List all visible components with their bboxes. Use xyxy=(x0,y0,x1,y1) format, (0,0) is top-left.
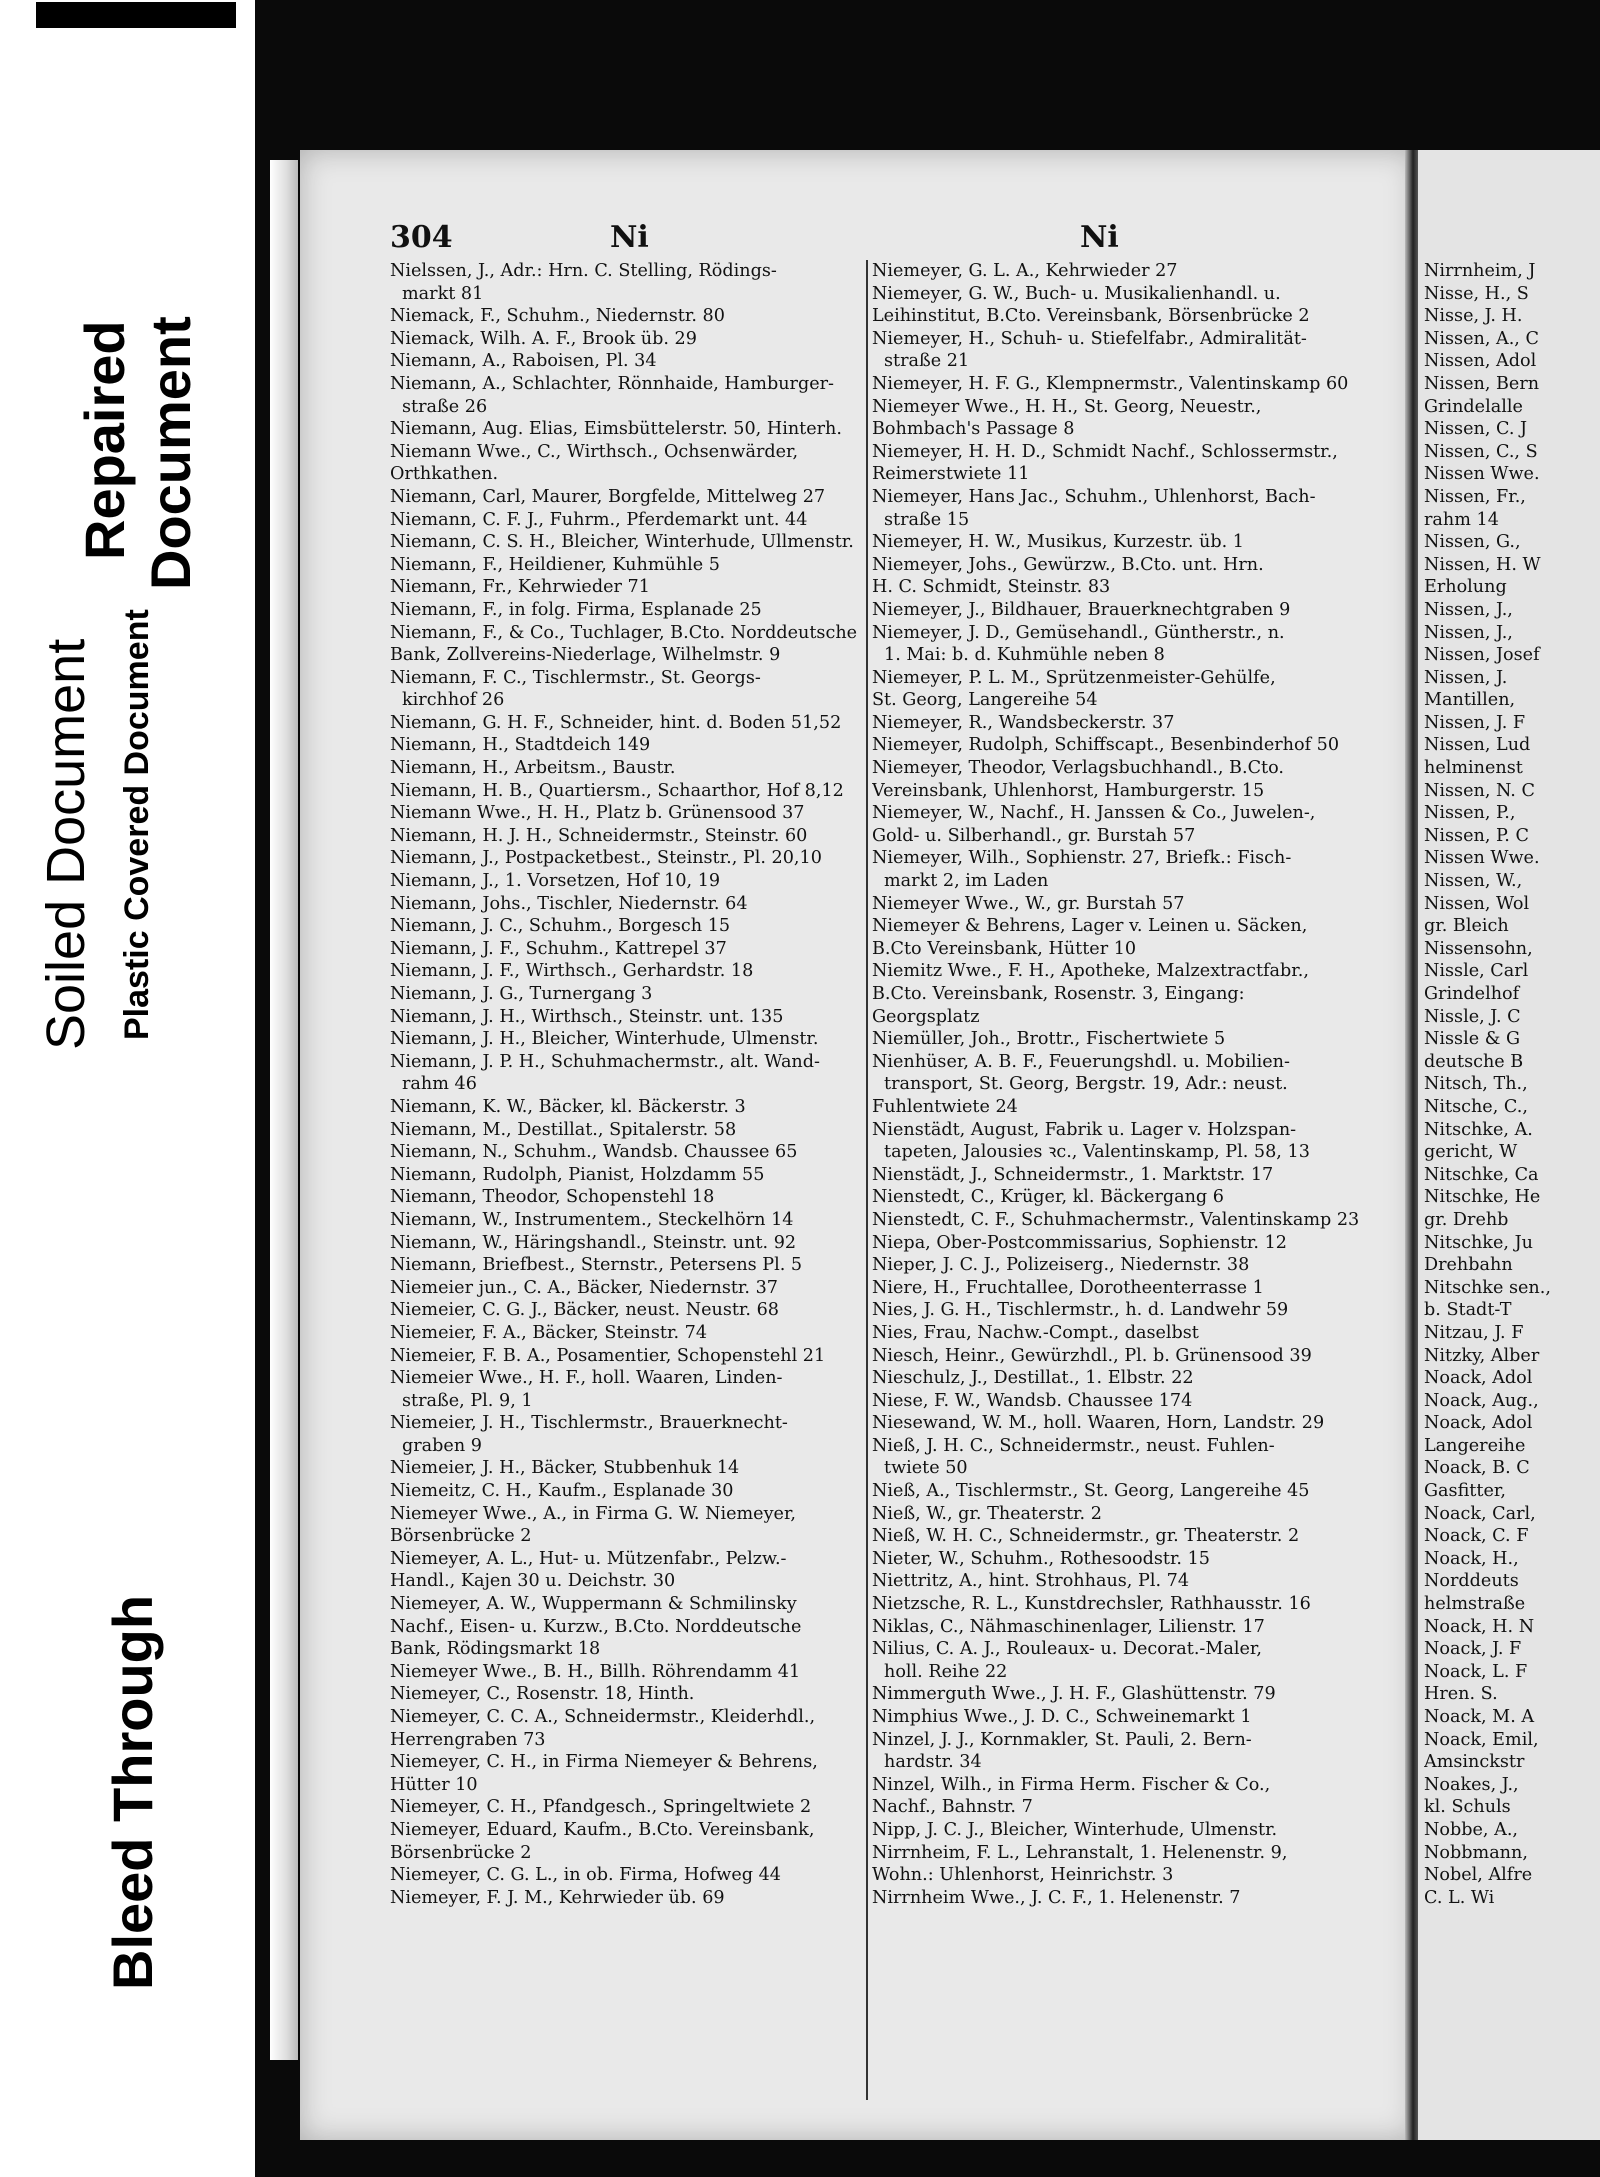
directory-line: Niemeyer, P. L. M., Sprützenmeister-Gehülfe, xyxy=(872,667,1276,688)
directory-line: b. Stadt-T xyxy=(1424,1300,1512,1321)
directory-line: deutsche B xyxy=(1424,1051,1524,1072)
directory-line: Niepa, Ober-Postcommissarius, Sophienstr. 12 xyxy=(872,1232,1287,1253)
directory-line: Erholung xyxy=(1424,577,1507,598)
directory-line: straße 26 xyxy=(402,396,488,417)
directory-line: Nissensohn, xyxy=(1424,938,1533,959)
directory-line: twiete 50 xyxy=(884,1458,968,1479)
directory-line: Nieter, W., Schuhm., Rothesoodstr. 15 xyxy=(872,1548,1210,1569)
directory-line: Niemeier, C. G. J., Bäcker, neust. Neustr. 68 xyxy=(390,1300,779,1321)
directory-line: Noack, L. F xyxy=(1424,1661,1528,1682)
directory-line: Niettritz, A., hint. Strohhaus, Pl. 74 xyxy=(872,1571,1190,1592)
directory-line: straße 21 xyxy=(884,351,970,372)
directory-line: Niemann, G. H. F., Schneider, hint. d. Boden 51,52 xyxy=(390,712,842,733)
directory-line: Noack, Aug., xyxy=(1424,1390,1539,1411)
page-number: 304 xyxy=(390,220,453,255)
directory-line: Nissen Wwe. xyxy=(1424,464,1540,485)
directory-line: Nissle, Carl xyxy=(1424,961,1529,982)
directory-line: Nitzau, J. F xyxy=(1424,1322,1524,1343)
directory-line: Niemeier, J. H., Bäcker, Stubbenhuk 14 xyxy=(390,1458,740,1479)
directory-line: Niemann, Johs., Tischler, Niedernstr. 64 xyxy=(390,893,748,914)
directory-line: markt 81 xyxy=(402,283,484,304)
directory-line: Niemann Wwe., H. H., Platz b. Grünensood 37 xyxy=(390,803,805,824)
directory-line: Niemann, J. F., Wirthsch., Gerhardstr. 18 xyxy=(390,961,754,982)
directory-line: Niemann, A., Schlachter, Rönnhaide, Hamburger- xyxy=(390,373,834,394)
directory-line: gr. Drehb xyxy=(1424,1209,1509,1230)
directory-line: Niklas, C., Nähmaschinenlager, Lilienstr. 17 xyxy=(872,1616,1265,1637)
directory-line: B.Cto. Vereinsbank, Rosenstr. 3, Eingang: xyxy=(872,984,1245,1004)
directory-line: Nissen, Josef xyxy=(1424,645,1540,666)
directory-line: Noack, C. F xyxy=(1424,1526,1529,1547)
directory-line: Nieschulz, J., Destillat., 1. Elbstr. 22 xyxy=(872,1368,1194,1389)
plastic-covered-label: Plastic Covered Document xyxy=(118,609,156,1040)
directory-line: Nissen, A., C xyxy=(1424,328,1539,349)
directory-line: Niemeyer & Behrens, Lager v. Leinen u. Säcken, xyxy=(872,916,1308,937)
directory-line: Niemann, J. G., Turnergang 3 xyxy=(390,984,653,1004)
label-strip xyxy=(0,0,255,2177)
directory-line: Nilius, C. A. J., Rouleaux- u. Decorat.-Maler, xyxy=(872,1639,1262,1660)
directory-line: Gasfitter, xyxy=(1424,1481,1506,1502)
directory-line: Nienstedt, C. F., Schuhmachermstr., Valentinskamp 23 xyxy=(872,1209,1360,1230)
directory-line: Niemeier, F. A., Bäcker, Steinstr. 74 xyxy=(390,1322,708,1343)
directory-line: Nitsch, Th., xyxy=(1424,1074,1528,1095)
directory-line: Nachf., Bahnstr. 7 xyxy=(872,1797,1033,1818)
directory-page xyxy=(300,150,1415,2140)
directory-line: Niemann, J. C., Schuhm., Borgesch 15 xyxy=(390,916,731,937)
directory-line: St. Georg, Langereihe 54 xyxy=(872,690,1098,711)
directory-line: Niemeyer, C., Rosenstr. 18, Hinth. xyxy=(390,1684,695,1705)
directory-line: Niemann, H. B., Quartiersm., Schaarthor, Hof 8,12 xyxy=(390,780,844,801)
repaired-label: Repaired xyxy=(73,320,136,560)
directory-line: Vereinsbank, Uhlenhorst, Hamburgerstr. 15 xyxy=(872,780,1265,801)
directory-line: Nieper, J. C. J., Polizeiserg., Niedernstr. 38 xyxy=(872,1255,1250,1276)
directory-line: Niemeyer, A. L., Hut- u. Mützenfabr., Pelzw.- xyxy=(390,1548,787,1569)
directory-line: Niemann, F. C., Tischlermstr., St. Georgs- xyxy=(390,667,761,688)
directory-line: Nissen, H. W xyxy=(1424,554,1541,575)
directory-line: Niemeier, J. H., Tischlermstr., Brauerknecht- xyxy=(390,1413,788,1434)
directory-line: Niemann, Theodor, Schopenstehl 18 xyxy=(390,1187,715,1208)
column-divider xyxy=(866,260,868,2100)
directory-line: markt 2, im Laden xyxy=(884,871,1049,892)
directory-line: Nimmerguth Wwe., J. H. F., Glashüttenstr. 79 xyxy=(872,1684,1276,1705)
directory-line: Niemeyer, A. W., Wuppermann & Schmilinsky xyxy=(390,1594,797,1615)
directory-line: helminenst xyxy=(1424,758,1523,779)
directory-line: Niemann, W., Instrumentem., Steckelhörn 14 xyxy=(390,1209,794,1230)
directory-line: Amsinckstr xyxy=(1424,1752,1525,1773)
directory-line: Nitschke sen., xyxy=(1424,1277,1551,1298)
book-spine xyxy=(270,160,298,2060)
directory-line: Niemeyer Wwe., H. H., St. Georg, Neuestr., xyxy=(872,396,1262,417)
directory-line: 1. Mai: b. d. Kuhmühle neben 8 xyxy=(884,645,1165,666)
directory-line: gr. Bleich xyxy=(1424,916,1509,937)
directory-line: Nissen, J. F xyxy=(1424,712,1526,733)
directory-line: Niesch, Heinr., Gewürzhdl., Pl. b. Grünensood 39 xyxy=(872,1345,1312,1366)
directory-line: Handl., Kajen 30 u. Deichstr. 30 xyxy=(390,1571,676,1592)
directory-line: Niemeyer, Theodor, Verlagsbuchhandl., B.Cto. xyxy=(872,758,1284,779)
directory-line: Niemann, J., Postpacketbest., Steinstr., Pl. 20,10 xyxy=(390,848,822,869)
bleed-through-label: Bleed Through xyxy=(101,1594,164,1990)
directory-line: Nienstädt, J., Schneidermstr., 1. Marktstr. 17 xyxy=(872,1164,1274,1185)
directory-line: Noack, Adol xyxy=(1424,1413,1533,1434)
directory-line: Nissen, P., xyxy=(1424,803,1516,824)
directory-line: Nienhüser, A. B. F., Feuerungshdl. u. Mobilien- xyxy=(872,1051,1290,1072)
directory-line: Nisse, H., S xyxy=(1424,283,1529,304)
directory-line: Nachf., Eisen- u. Kurzw., B.Cto. Norddeutsche xyxy=(390,1616,802,1637)
directory-line: Ninzel, J. J., Kornmakler, St. Pauli, 2. Bern- xyxy=(872,1729,1252,1750)
directory-line: Nissle & G xyxy=(1424,1029,1521,1050)
directory-line: Nissen, C., S xyxy=(1424,441,1538,462)
directory-line: rahm 46 xyxy=(402,1074,477,1095)
directory-line: Nissen, J. xyxy=(1424,667,1508,688)
directory-line: Bank, Zollvereins-Niederlage, Wilhelmstr. 9 xyxy=(390,645,781,666)
directory-line: Nissen, Adol xyxy=(1424,351,1537,372)
directory-line: Nissen, P. C xyxy=(1424,825,1529,846)
directory-line: Niemeyer, Johs., Gewürzw., B.Cto. unt. Hrn. xyxy=(872,554,1264,575)
directory-line: Niemann, F., Heildiener, Kuhmühle 5 xyxy=(390,554,721,575)
directory-line: Nissen, J., xyxy=(1424,599,1513,620)
directory-line: Nobbe, A., xyxy=(1424,1819,1518,1840)
directory-line: Niemeyer Wwe., A., in Firma G. W. Niemeyer, xyxy=(390,1503,797,1524)
directory-line: tapeten, Jalousies ꝛc., Valentinskamp, Pl. 58, 13 xyxy=(884,1142,1310,1163)
directory-line: Georgsplatz xyxy=(872,1006,980,1027)
directory-line: Niemann, Briefbest., Sternstr., Petersens Pl. 5 xyxy=(390,1255,803,1276)
directory-line: Niemack, Wilh. A. F., Brook üb. 29 xyxy=(390,328,697,349)
black-tab xyxy=(36,2,236,28)
directory-line: Nissen, Lud xyxy=(1424,735,1531,756)
column-1 xyxy=(390,260,920,1909)
directory-line: Norddeuts xyxy=(1424,1571,1519,1592)
directory-line: Niemann, H. J. H., Schneidermstr., Steinstr. 60 xyxy=(390,825,808,846)
directory-line: Niemann, C. S. H., Bleicher, Winterhude, Ullmenstr. xyxy=(390,532,854,553)
directory-line: straße 15 xyxy=(884,509,970,530)
directory-line: Niemann, J. H., Bleicher, Winterhude, Ulmenstr. xyxy=(390,1029,819,1050)
directory-line: Niemann, C. F. J., Fuhrm., Pferdemarkt unt. 44 xyxy=(390,509,808,530)
directory-line: Noack, H., xyxy=(1424,1548,1519,1569)
directory-line: Niemeyer, Hans Jac., Schuhm., Uhlenhorst, Bach- xyxy=(872,486,1316,507)
directory-line: Niemeyer, C. G. L., in ob. Firma, Hofweg 44 xyxy=(390,1865,781,1886)
directory-line: Niemann, F., & Co., Tuchlager, B.Cto. Norddeutsche xyxy=(390,622,858,643)
directory-line: Niemüller, Joh., Brottr., Fischertwiete 5 xyxy=(872,1029,1226,1050)
next-page-edge xyxy=(1418,150,1600,2140)
directory-line: Noack, Adol xyxy=(1424,1368,1533,1389)
directory-line: Nitschke, Ca xyxy=(1424,1164,1539,1185)
directory-line: Niemeyer, H. H. D., Schmidt Nachf., Schlossermstr., xyxy=(872,441,1338,462)
directory-line: Niesewand, W. M., holl. Waaren, Horn, Landstr. 29 xyxy=(872,1413,1325,1434)
directory-line: Niemeyer, J., Bildhauer, Brauerknechtgraben 9 xyxy=(872,599,1291,620)
document-label: Document xyxy=(139,316,202,590)
directory-line: B.Cto Vereinsbank, Hütter 10 xyxy=(872,938,1137,959)
directory-line: Ninzel, Wilh., in Firma Herm. Fischer & Co., xyxy=(872,1774,1271,1795)
directory-line: Noack, H. N xyxy=(1424,1616,1535,1637)
directory-line: helmstraße xyxy=(1424,1594,1526,1615)
directory-line: Noack, J. F xyxy=(1424,1639,1522,1660)
directory-line: Niemann, N., Schuhm., Wandsb. Chaussee 65 xyxy=(390,1142,798,1163)
directory-line: Nieß, J. H. C., Schneidermstr., neust. Fuhlen- xyxy=(872,1435,1275,1456)
header-left: Ni xyxy=(610,220,649,255)
directory-line: Niemeyer, G. W., Buch- u. Musikalienhandl. u. xyxy=(872,283,1281,304)
directory-line: Nobel, Alfre xyxy=(1424,1865,1533,1886)
directory-line: Noack, M. A xyxy=(1424,1707,1535,1727)
directory-line: Niemeier, F. B. A., Posamentier, Schopenstehl 21 xyxy=(390,1345,826,1366)
directory-line: Niemann, F., in folg. Firma, Esplanade 25 xyxy=(390,599,762,620)
directory-line: holl. Reihe 22 xyxy=(884,1661,1008,1682)
directory-line: Nirrnheim, J xyxy=(1424,261,1536,281)
directory-line: Noack, Carl, xyxy=(1424,1503,1536,1524)
directory-line: Nitschke, Ju xyxy=(1424,1232,1533,1253)
directory-line: Wohn.: Uhlenhorst, Heinrichstr. 3 xyxy=(872,1865,1174,1886)
directory-line: Niemann, Aug. Elias, Eimsbüttelerstr. 50, Hinterh. xyxy=(390,419,842,440)
directory-line: Bohmbach's Passage 8 xyxy=(872,419,1075,440)
directory-line: Niemann, J. P. H., Schuhmachermstr., alt. Wand- xyxy=(390,1051,820,1072)
directory-line: Niemeier Wwe., H. F., holl. Waaren, Linden- xyxy=(390,1368,783,1389)
directory-line: Niere, H., Fruchtallee, Dorotheenterrasse 1 xyxy=(872,1277,1264,1298)
directory-line: Niemeyer, W., Nachf., H. Janssen & Co., Juwelen-, xyxy=(872,803,1316,824)
directory-line: Nissen, Wol xyxy=(1424,893,1530,914)
directory-line: Nitschke, A. xyxy=(1424,1119,1533,1140)
directory-line: gericht, W xyxy=(1424,1142,1518,1163)
directory-line: Niemeyer, C. H., in Firma Niemeyer & Behrens, xyxy=(390,1752,818,1773)
directory-line: Nissen, J., xyxy=(1424,622,1513,643)
directory-line: Nienstädt, August, Fabrik u. Lager v. Holzspan- xyxy=(872,1119,1297,1140)
column-2 xyxy=(872,260,1402,1909)
directory-line: Drehbahn xyxy=(1424,1255,1513,1276)
directory-line: Niemann, M., Destillat., Spitalerstr. 58 xyxy=(390,1119,737,1140)
directory-line: Nirrnheim Wwe., J. C. F., 1. Helenenstr. 7 xyxy=(872,1887,1241,1908)
directory-line: Niemeyer, C. H., Pfandgesch., Springeltwiete 2 xyxy=(390,1797,812,1818)
directory-line: Nirrnheim, F. L., Lehranstalt, 1. Helenenstr. 9, xyxy=(872,1842,1288,1863)
directory-line: Grindelhof xyxy=(1424,984,1520,1004)
directory-line: kl. Schuls xyxy=(1424,1797,1511,1818)
directory-line: Nissen Wwe. xyxy=(1424,848,1540,869)
directory-line: Nisse, J. H. xyxy=(1424,306,1523,327)
directory-line: Nissen, N. C xyxy=(1424,780,1535,801)
directory-line: graben 9 xyxy=(402,1435,482,1456)
directory-line: Nielssen, J., Adr.: Hrn. C. Stelling, Rödings- xyxy=(390,261,777,281)
directory-line: H. C. Schmidt, Steinstr. 83 xyxy=(872,577,1111,598)
column-3 xyxy=(1424,260,1600,1909)
directory-line: Niemeyer, R., Wandsbeckerstr. 37 xyxy=(872,712,1175,733)
directory-line: Niemeyer, G. L. A., Kehrwieder 27 xyxy=(872,261,1178,281)
directory-line: Nissen, G., xyxy=(1424,532,1521,553)
directory-line: Niemann, K. W., Bäcker, kl. Bäckerstr. 3 xyxy=(390,1096,746,1117)
directory-line: Niemann, H., Arbeitsm., Baustr. xyxy=(390,758,676,779)
directory-line: Nobbmann, xyxy=(1424,1842,1528,1863)
directory-line: Niemeyer Wwe., W., gr. Burstah 57 xyxy=(872,893,1185,914)
directory-line: Noack, B. C xyxy=(1424,1458,1530,1479)
directory-line: Leihinstitut, B.Cto. Vereinsbank, Börsenbrücke 2 xyxy=(872,306,1310,327)
directory-line: Nipp, J. C. J., Bleicher, Winterhude, Ulmenstr. xyxy=(872,1819,1278,1840)
directory-line: Nissen, Bern xyxy=(1424,373,1540,394)
directory-line: Niemann, Carl, Maurer, Borgfelde, Mittelweg 27 xyxy=(390,486,826,507)
directory-line: Niemeyer, J. D., Gemüsehandl., Güntherstr., n. xyxy=(872,622,1285,643)
directory-line: Nies, J. G. H., Tischlermstr., h. d. Landwehr 59 xyxy=(872,1300,1289,1321)
directory-line: Niemann, J. F., Schuhm., Kattrepel 37 xyxy=(390,938,727,959)
directory-line: Niemann, J., 1. Vorsetzen, Hof 10, 19 xyxy=(390,871,721,892)
directory-line: Niemeitz, C. H., Kaufm., Esplanade 30 xyxy=(390,1481,734,1502)
directory-line: Nieß, W., gr. Theaterstr. 2 xyxy=(872,1503,1102,1524)
directory-line: Herrengraben 73 xyxy=(390,1729,546,1750)
directory-line: Nissle, J. C xyxy=(1424,1006,1521,1027)
directory-line: Nissen, W., xyxy=(1424,871,1523,892)
directory-line: Nitsche, C., xyxy=(1424,1096,1528,1117)
directory-line: Niemeier jun., C. A., Bäcker, Niedernstr. 37 xyxy=(390,1277,778,1298)
directory-line: Fuhlentwiete 24 xyxy=(872,1096,1018,1117)
directory-line: Niemann, J. H., Wirthsch., Steinstr. unt. 135 xyxy=(390,1006,784,1027)
directory-line: Niemitz Wwe., F. H., Apotheke, Malzextractfabr., xyxy=(872,961,1309,982)
directory-line: C. L. Wi xyxy=(1424,1887,1495,1908)
directory-line: Nitzky, Alber xyxy=(1424,1345,1540,1366)
directory-line: Niemeyer, H. W., Musikus, Kurzestr. üb. 1 xyxy=(872,532,1244,553)
directory-line: Noakes, J., xyxy=(1424,1774,1519,1795)
directory-line: Niemann, Rudolph, Pianist, Holzdamm 55 xyxy=(390,1164,765,1185)
directory-line: Langereihe xyxy=(1424,1435,1526,1456)
directory-line: Niemack, F., Schuhm., Niedernstr. 80 xyxy=(390,306,725,327)
directory-line: Bank, Rödingsmarkt 18 xyxy=(390,1639,601,1660)
directory-line: Mantillen, xyxy=(1424,690,1516,711)
directory-line: Niemann Wwe., C., Wirthsch., Ochsenwärder, xyxy=(390,441,799,462)
directory-line: Niemeyer, Eduard, Kaufm., B.Cto. Vereinsbank, xyxy=(390,1819,815,1840)
directory-line: transport, St. Georg, Bergstr. 19, Adr.: neust. xyxy=(884,1074,1288,1095)
directory-line: Nissen, Fr., xyxy=(1424,486,1526,507)
directory-line: Nissen, C. J xyxy=(1424,419,1528,440)
directory-line: Gold- u. Silberhandl., gr. Burstah 57 xyxy=(872,825,1196,846)
directory-line: Nieß, W. H. C., Schneidermstr., gr. Theaterstr. 2 xyxy=(872,1526,1300,1547)
directory-line: Nietzsche, R. L., Kunstdrechsler, Rathhausstr. 16 xyxy=(872,1594,1311,1615)
directory-line: kirchhof 26 xyxy=(402,690,505,711)
directory-line: Niemann, A., Raboisen, Pl. 34 xyxy=(390,351,657,372)
directory-line: straße, Pl. 9, 1 xyxy=(402,1390,533,1411)
directory-line: hardstr. 34 xyxy=(884,1752,982,1773)
directory-line: Niemeyer, C. C. A., Schneidermstr., Kleiderhdl., xyxy=(390,1707,816,1727)
soiled-document-label: Soiled Document xyxy=(36,638,96,1050)
directory-line: Niemann, W., Häringshandl., Steinstr. unt. 92 xyxy=(390,1232,797,1253)
directory-line: Hren. S. xyxy=(1424,1684,1498,1705)
directory-line: Reimerstwiete 11 xyxy=(872,464,1030,485)
directory-line: Nitschke, He xyxy=(1424,1187,1541,1208)
directory-line: Niemeyer, F. J. M., Kehrwieder üb. 69 xyxy=(390,1887,725,1908)
directory-line: Niemeyer, Rudolph, Schiffscapt., Besenbinderhof 50 xyxy=(872,735,1340,756)
directory-line: Niese, F. W., Wandsb. Chaussee 174 xyxy=(872,1390,1193,1411)
directory-line: Niemeyer, H., Schuh- u. Stiefelfabr., Admiralität- xyxy=(872,328,1307,349)
header-right: Ni xyxy=(1080,220,1119,255)
directory-line: Niemeyer Wwe., B. H., Billh. Röhrendamm 41 xyxy=(390,1661,801,1682)
directory-line: Orthkathen. xyxy=(390,464,499,485)
directory-line: rahm 14 xyxy=(1424,509,1499,530)
directory-line: Niemann, H., Stadtdeich 149 xyxy=(390,735,651,756)
directory-line: Nies, Frau, Nachw.-Compt., daselbst xyxy=(872,1322,1199,1343)
directory-line: Nienstedt, C., Krüger, kl. Bäckergang 6 xyxy=(872,1187,1224,1208)
directory-line: Noack, Emil, xyxy=(1424,1729,1539,1750)
directory-line: Nimphius Wwe., J. D. C., Schweinemarkt 1 xyxy=(872,1707,1252,1727)
directory-line: Börsenbrücke 2 xyxy=(390,1842,532,1863)
directory-line: Börsenbrücke 2 xyxy=(390,1526,532,1547)
directory-line: Nieß, A., Tischlermstr., St. Georg, Langereihe 45 xyxy=(872,1481,1310,1502)
directory-line: Niemann, Fr., Kehrwieder 71 xyxy=(390,577,650,598)
directory-line: Hütter 10 xyxy=(390,1774,478,1795)
directory-line: Grindelalle xyxy=(1424,396,1523,417)
directory-line: Niemeyer, Wilh., Sophienstr. 27, Briefk.: Fisch- xyxy=(872,848,1292,869)
directory-line: Niemeyer, H. F. G., Klempnermstr., Valentinskamp 60 xyxy=(872,373,1349,394)
